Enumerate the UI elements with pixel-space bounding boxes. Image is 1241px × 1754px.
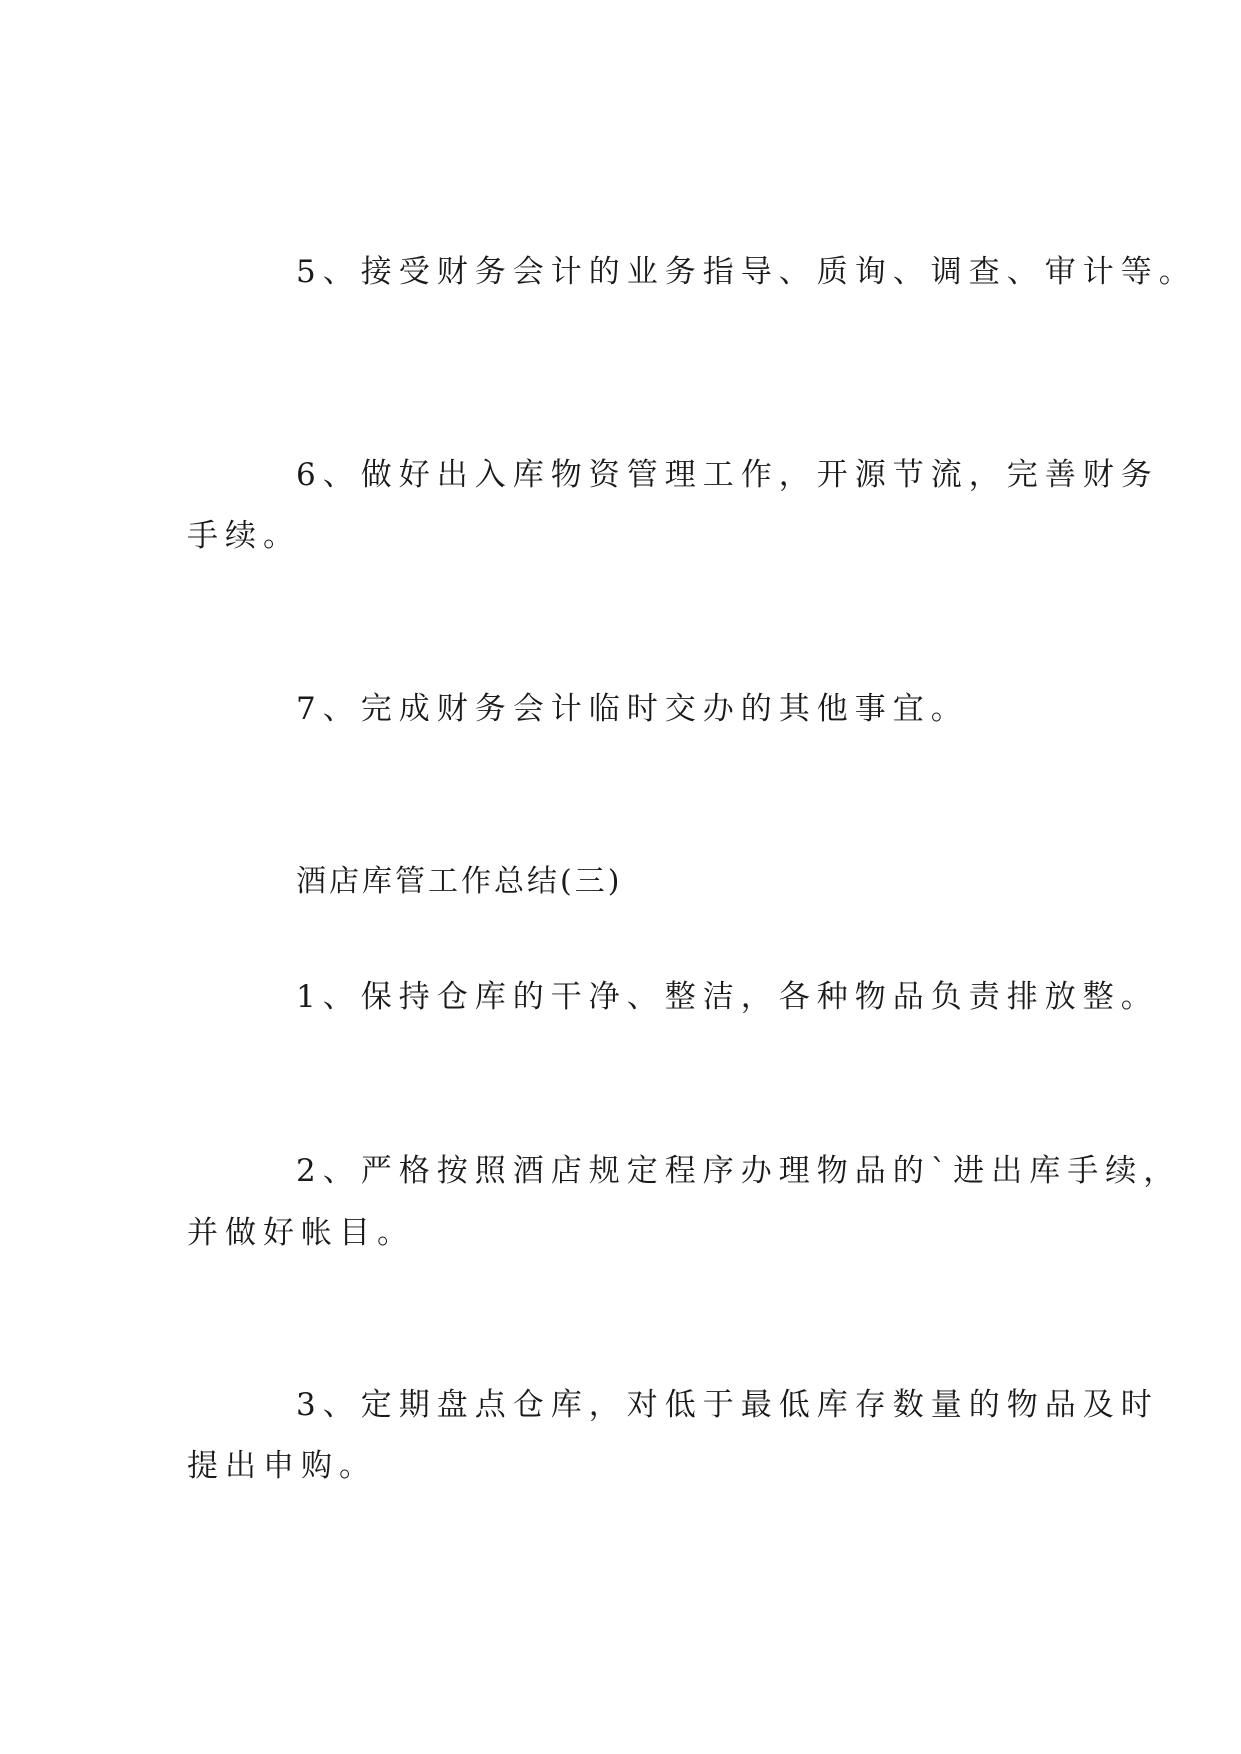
paragraph-item-2-line-1: 2、严格按照酒店规定程序办理物品的`进出库手续， — [296, 1153, 1182, 1189]
paragraph-item-1: 1、保持仓库的干净、整洁，各种物品负责排放整。 — [296, 979, 1159, 1015]
paragraph-item-5: 5、接受财务会计的业务指导、质询、调查、审计等。 — [296, 254, 1197, 290]
paragraph-item-3-line-1: 3、定期盘点仓库，对低于最低库存数量的物品及时 — [296, 1387, 1159, 1423]
paragraph-item-6-line-1: 6、做好出入库物资管理工作，开源节流，完善财务 — [296, 457, 1159, 493]
paragraph-item-2-line-2: 并做好帐目。 — [187, 1215, 415, 1251]
paragraph-item-6-line-2: 手续。 — [187, 518, 301, 554]
section-heading: 酒店库管工作总结(三) — [296, 864, 623, 899]
paragraph-item-3-line-2: 提出申购。 — [187, 1448, 377, 1484]
paragraph-item-7: 7、完成财务会计临时交办的其他事宜。 — [296, 691, 969, 727]
